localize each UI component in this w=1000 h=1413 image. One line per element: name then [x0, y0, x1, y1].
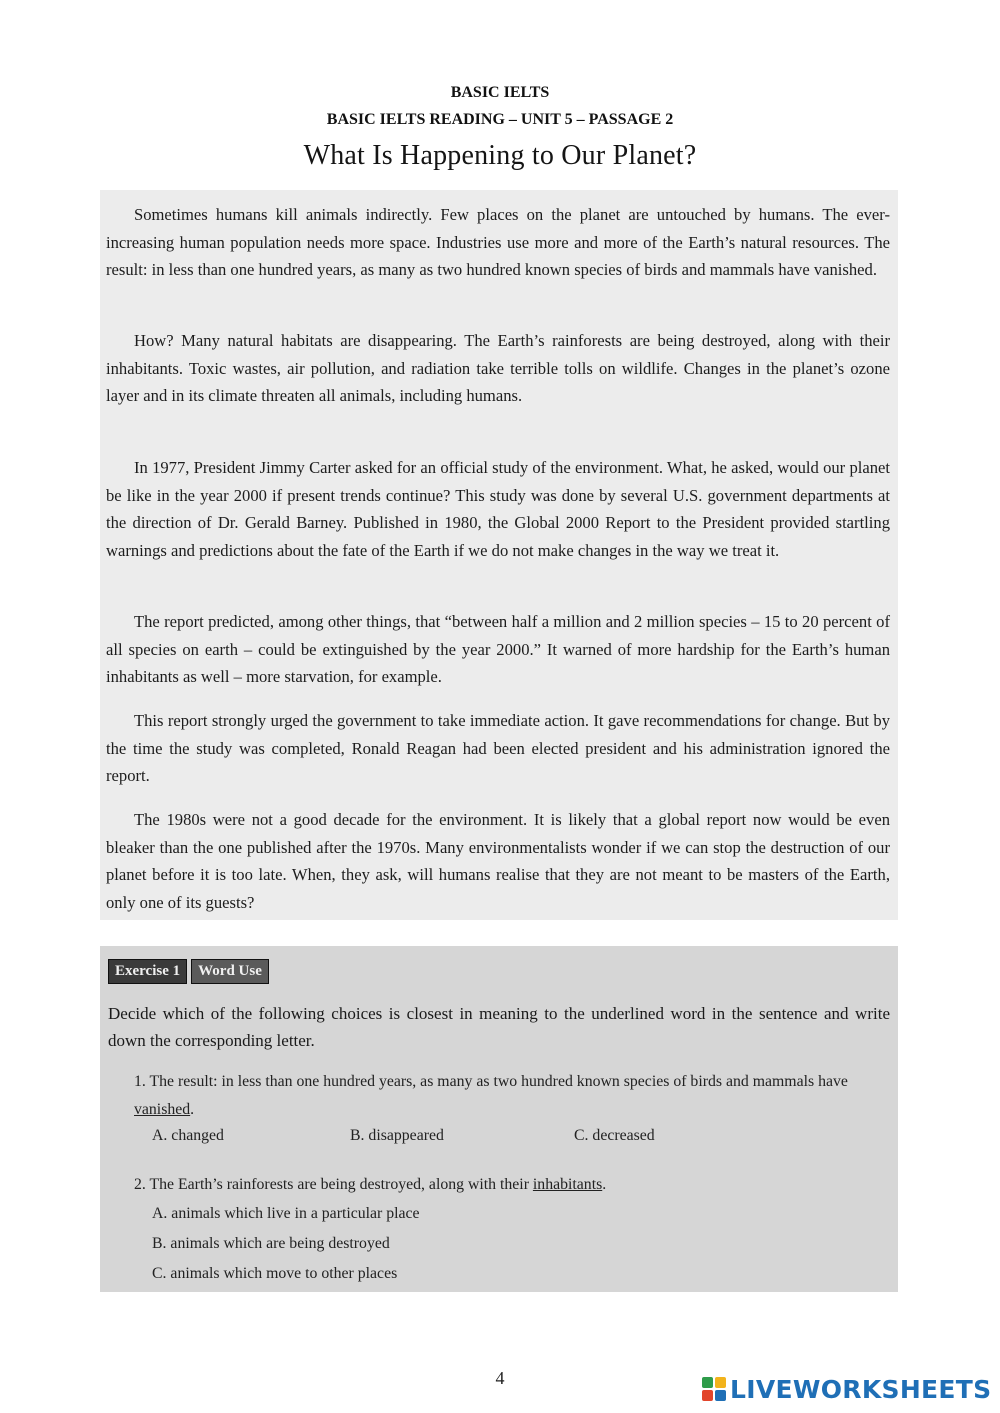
exercise-type-tag: Word Use: [191, 959, 269, 984]
question-2-option-b[interactable]: B. animals which are being destroyed: [152, 1235, 390, 1252]
passage-paragraph-6: The 1980s were not a good decade for the environment. It is likely that a global report now would be even bleaker than the one published after the 1970s. Many environmentalists wonder if we can stop the destruction of our planet before it is too late. When, they ask, will humans realise that they are not meant to be masters of the Earth, only one of its guests?: [106, 810, 890, 912]
passage-title: What Is Happening to Our Planet?: [303, 140, 697, 171]
question-1-option-a[interactable]: A. changed: [152, 1127, 224, 1144]
question-1-option-b[interactable]: B. disappeared: [350, 1127, 444, 1144]
passage-paragraph-1: Sometimes humans kill animals indirectly. Few places on the planet are untouched by humans. The ever-increasing human population needs more space. Industries use more and more of the Earth’s natural resources. The result: in less than one hundred years, as many as two hundred known species of birds and mammals have vanished.: [106, 205, 890, 279]
passage-paragraph-2: How? Many natural habitats are disappearing. The Earth’s rainforests are being destroyed, along with their inhabitants. Toxic wastes, air pollution, and radiation take terrible tolls on wildlife. Changes in the planet’s ozone layer and in its climate threaten all animals, including humans.: [106, 331, 890, 405]
question-2-text: 2. The Earth’s rainforests are being destroyed, along with their: [134, 1176, 533, 1193]
passage-paragraph-3: In 1977, President Jimmy Carter asked for an official study of the environment. What, he asked, would our planet be like in the year 2000 if present trends continue? This study was done by several U.S. government departments at the direction of Dr. Gerald Barney. Published in 1980, the Global 2000 Report to the President provided startling warnings and predictions about the fate of the Earth if we do not make changes in the way we treat it.: [106, 458, 890, 560]
exercise-number-tag: Exercise 1: [108, 959, 187, 984]
question-1-end: .: [190, 1101, 195, 1118]
unit-heading: BASIC IELTS READING – UNIT 5 – PASSAGE 2: [326, 111, 674, 128]
exercise-instruction: Decide which of the following choices is closest in meaning to the underlined word in the sentence and write down the corresponding letter.: [108, 1004, 890, 1050]
question-1-option-c[interactable]: C. decreased: [574, 1127, 655, 1144]
question-2: [134, 1171, 890, 1199]
passage-paragraph-5: This report strongly urged the government to take immediate action. It gave recommendations for change. But by the time the study was completed, Ronald Reagan had been elected president and his administration ignored the report.: [106, 711, 890, 785]
question-1-text: 1. The result: in less than one hundred years, as many as two hundred known species of birds and mammals have: [134, 1073, 848, 1090]
passage-paragraph-4: The report predicted, among other things, that “between half a million and 2 million species – 15 to 20 percent of all species on earth – could be extinguished by the year 2000.” It warned of more hardship for the Earth’s human inhabitants as well – more starvation, for example.: [106, 612, 890, 686]
question-2-option-a[interactable]: A. animals which live in a particular place: [152, 1205, 420, 1222]
exercise-label: [108, 957, 269, 985]
question-2-underlined-word: inhabitants: [532, 1176, 603, 1193]
liveworksheets-logo-icon: [702, 1377, 726, 1401]
brand-name: LIVEWORKSHEETS: [730, 1374, 992, 1404]
course-heading: BASIC IELTS: [450, 84, 550, 101]
question-2-option-c[interactable]: C. animals which move to other places: [152, 1265, 398, 1282]
question-2-end: .: [602, 1176, 607, 1193]
question-1: [134, 1068, 890, 1124]
question-1-underlined-word: vanished: [134, 1101, 191, 1118]
page-number: 4: [495, 1368, 505, 1388]
liveworksheets-brand[interactable]: [702, 1374, 991, 1404]
